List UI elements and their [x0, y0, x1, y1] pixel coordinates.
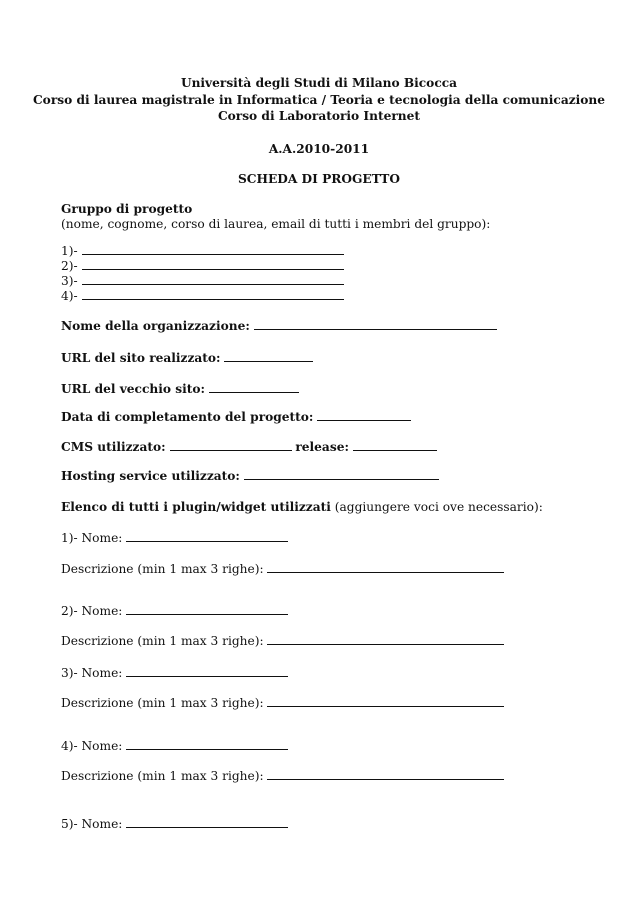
plugin-1-name[interactable] [61, 530, 288, 546]
plugin-name-label: Nome: [81, 666, 123, 680]
member-blank[interactable] [82, 244, 344, 255]
member-line-2[interactable] [61, 258, 344, 274]
academic-year: A.A.2010-2011 [268, 142, 370, 156]
plugin-name-blank[interactable] [126, 604, 288, 615]
plugin-5-name[interactable] [61, 816, 288, 832]
site-url-field[interactable] [61, 350, 313, 366]
plugin-number: 3)- [61, 666, 78, 680]
plugin-desc-label: Descrizione (min 1 max 3 righe): [61, 696, 264, 710]
plugin-number: 4)- [61, 739, 78, 753]
completion-date-field[interactable] [61, 409, 411, 425]
org-blank[interactable] [254, 319, 497, 330]
plugin-1-description[interactable] [61, 561, 504, 577]
completion-date-label: Data di completamento del progetto: [61, 410, 314, 424]
cms-label: CMS utilizzato: [61, 440, 166, 454]
plugin-desc-label: Descrizione (min 1 max 3 righe): [61, 769, 264, 783]
plugins-heading [61, 499, 543, 515]
university-name: Università degli Studi di Milano Bicocca [180, 76, 458, 90]
plugins-note: (aggiungere voci ove necessario): [334, 500, 543, 514]
form-title: SCHEDA DI PROGETTO [237, 172, 400, 186]
member-number: 2)- [61, 259, 78, 273]
plugin-name-blank[interactable] [126, 666, 288, 677]
hosting-field[interactable] [61, 468, 439, 484]
old-url-field[interactable] [61, 381, 299, 397]
member-blank[interactable] [82, 259, 344, 270]
plugin-name-label: Nome: [81, 531, 123, 545]
site-url-label: URL del sito realizzato: [61, 351, 221, 365]
plugin-name-label: Nome: [81, 739, 123, 753]
release-blank[interactable] [353, 440, 437, 451]
plugin-desc-blank[interactable] [267, 634, 504, 645]
plugin-3-description[interactable] [61, 695, 504, 711]
plugin-desc-label: Descrizione (min 1 max 3 righe): [61, 634, 264, 648]
old-url-label: URL del vecchio sito: [61, 382, 206, 396]
plugin-3-name[interactable] [61, 665, 288, 681]
plugin-desc-label: Descrizione (min 1 max 3 righe): [61, 562, 264, 576]
member-blank[interactable] [82, 289, 344, 300]
plugin-number: 1)- [61, 531, 78, 545]
group-title: Gruppo di progetto [61, 202, 193, 216]
member-number: 4)- [61, 289, 78, 303]
plugins-title: Elenco di tutti i plugin/widget utilizzati [61, 500, 331, 514]
release-label: release: [295, 440, 349, 454]
plugin-name-blank[interactable] [126, 531, 288, 542]
plugin-desc-blank[interactable] [267, 769, 504, 780]
plugin-desc-blank[interactable] [267, 696, 504, 707]
plugin-desc-blank[interactable] [267, 562, 504, 573]
member-number: 1)- [61, 244, 78, 258]
plugin-number: 2)- [61, 604, 78, 618]
course-name: Corso di laurea magistrale in Informatica / Teoria e tecnologia della comunicazione [32, 93, 606, 107]
member-line-1[interactable] [61, 243, 344, 259]
plugin-2-name[interactable] [61, 603, 288, 619]
plugin-4-description[interactable] [61, 768, 504, 784]
completion-date-blank[interactable] [317, 410, 411, 421]
cms-blank[interactable] [170, 440, 292, 451]
plugin-4-name[interactable] [61, 738, 288, 754]
plugin-number: 5)- [61, 817, 78, 831]
plugin-name-label: Nome: [81, 604, 123, 618]
member-number: 3)- [61, 274, 78, 288]
old-url-blank[interactable] [209, 382, 299, 393]
member-blank[interactable] [82, 274, 344, 285]
plugin-name-blank[interactable] [126, 817, 288, 828]
hosting-blank[interactable] [244, 469, 439, 480]
plugin-2-description[interactable] [61, 633, 504, 649]
member-line-4[interactable] [61, 288, 344, 304]
lab-name: Corso di Laboratorio Internet [217, 109, 421, 123]
plugin-name-blank[interactable] [126, 739, 288, 750]
member-line-3[interactable] [61, 273, 344, 289]
group-subtitle: (nome, cognome, corso di laurea, email di tutti i membri del gruppo): [61, 217, 491, 231]
hosting-label: Hosting service utilizzato: [61, 469, 240, 483]
org-field[interactable] [61, 318, 497, 334]
cms-field[interactable] [61, 439, 437, 455]
site-url-blank[interactable] [224, 351, 313, 362]
plugin-name-label: Nome: [81, 817, 123, 831]
org-label: Nome della organizzazione: [61, 319, 250, 333]
